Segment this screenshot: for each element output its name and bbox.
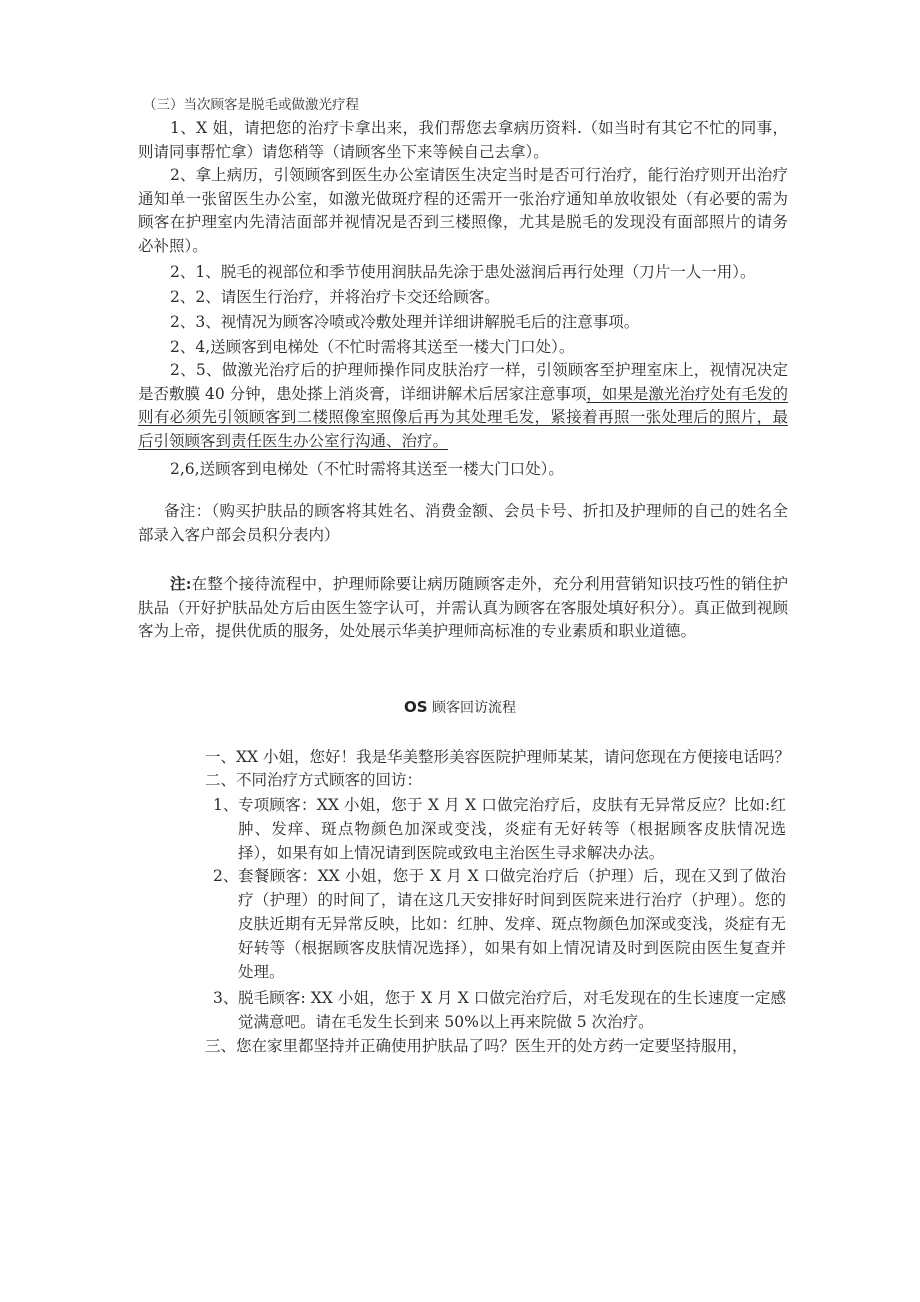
paragraph-step-2-3: 2、3、视情况为顾客冷喷或冷敷处理并详细讲解脱毛后的注意事项。: [170, 313, 640, 331]
section-heading: （三）当次顾客是脱毛或做激光疗程: [143, 97, 359, 113]
note-text: 在整个接待流程中，护理师除要让病历随顾客走外，充分利用营销知识技巧性的销住护肤品（开好护肤品处方后由医生签字认可，并需认真为顾客在客服处填好积分）。真正做到视顾客为上帝，提供优质的服务，处处展示华美护理师高标准的专业素质和职业道德。: [138, 575, 788, 640]
paragraph-step-2-4: 2、4,送顾客到电梯处（不忙时需将其送至一楼大门口处）。: [170, 338, 575, 356]
paragraph-step-2-6: 2,6,送顾客到电梯处（不忙时需将其送至一楼大门口处）。: [170, 460, 564, 478]
step-2-5-text: 2、5、做激光治疗后的护理师操作同皮肤治疗一样，引领顾客至护理室床上，视情况决定是否敷膜 40 分钟，患处搽上消炎膏，详细讲解术后居家注意事项: [138, 361, 788, 403]
step-2-5-underlined-text: ，如果是激光治疗处有毛发的则有必须先引领顾客到二楼照像室照像后再为其处理毛发，紧接着再照一张处理后的照片，最后引领顾客到责任医生办公室行沟通、治疗。: [138, 384, 788, 450]
sub-item-3-text: 脱毛顾客: XX 小姐，您于 X 月 X 口做完治疗后，对毛发现在的生长速度一定感觉满意吧。请在毛发生长到来 50%以上再来院做 5 次治疗。: [238, 989, 786, 1031]
paragraph-step-2-1: 2、1、脱毛的视部位和季节使用润肤品先涂于患处滋润后再行处理（刀片一人一用）。: [170, 263, 756, 281]
note-paragraph: [138, 572, 788, 644]
followup-title: [0, 697, 920, 717]
sub-item-1-number: 1、: [213, 796, 239, 814]
paragraph-step-1: 1、X 姐，请把您的治疗卡拿出来，我们帮您去拿病历资料.（如当时有其它不忙的同事，则请同事帮忙拿）请您稍等（请顾客坐下来等候自己去拿）。: [138, 119, 788, 161]
sub-item-2-number: 2、: [213, 867, 239, 885]
followup-item-3: 三、您在家里都坚持并正确使用护肤品了吗？医生开的处方药一定要坚持服用，: [205, 1037, 748, 1055]
remark-paragraph: 备注：（购买护肤品的顾客将其姓名、消费金额、会员卡号、折扣及护理师的自己的姓名全部录入客户部会员积分表内）: [138, 502, 788, 544]
paragraph-step-2: 2、拿上病历，引领顾客到医生办公室请医生决定当时是否可行治疗，能行治疗则开出治疗通知单一张留医生办公室，如激光做斑疗程的还需开一张治疗通知单放收银处（有必要的需为顾客在护理室内先清洁面部并视情况是否到三楼照像，尤其是脱毛的发现没有面部照片的请务必补照）。: [138, 166, 788, 255]
followup-item-2: 二、不同治疗方式顾客的回访：: [205, 771, 423, 789]
sub-item-2-text: 套餐顾客：XX 小姐，您于 X 月 X 口做完治疗后（护理）后，现在又到了做治疗（护理）的时间了，请在这几天安排好时间到医院来进行治疗（护理）。您的皮肤近期有无异常反映，比如：红肿、发痒、斑点物颜色加深或变浅，炎症有无好转等（根据顾客皮肤情况选择），如果有如上情况请及时到医院由医生复查并处理。: [238, 867, 786, 981]
paragraph-step-2-5: [138, 359, 788, 453]
note-label: 注:: [170, 574, 192, 593]
sub-item-1-text: 专项顾客：XX 小姐，您于 X 月 X 口做完治疗后，皮肤有无异常反应？比如:红肿、发痒、斑点物颜色加深或变浅，炎症有无好转等（根据顾客皮肤情况选择），如果有如上情况请到医院或致电主治医生寻求解决办法。: [238, 796, 786, 862]
followup-title-text: 顾客回访流程: [432, 700, 516, 716]
followup-title-prefix: OS: [403, 698, 428, 716]
sub-item-3-number: 3、: [213, 989, 239, 1007]
followup-item-1: 一、XX 小姐，您好！我是华美整形美容医院护理师某某，请问您现在方便接电话吗？: [205, 748, 790, 766]
paragraph-step-2-2: 2、2、请医生行治疗，并将治疗卡交还给顾客。: [170, 288, 500, 306]
